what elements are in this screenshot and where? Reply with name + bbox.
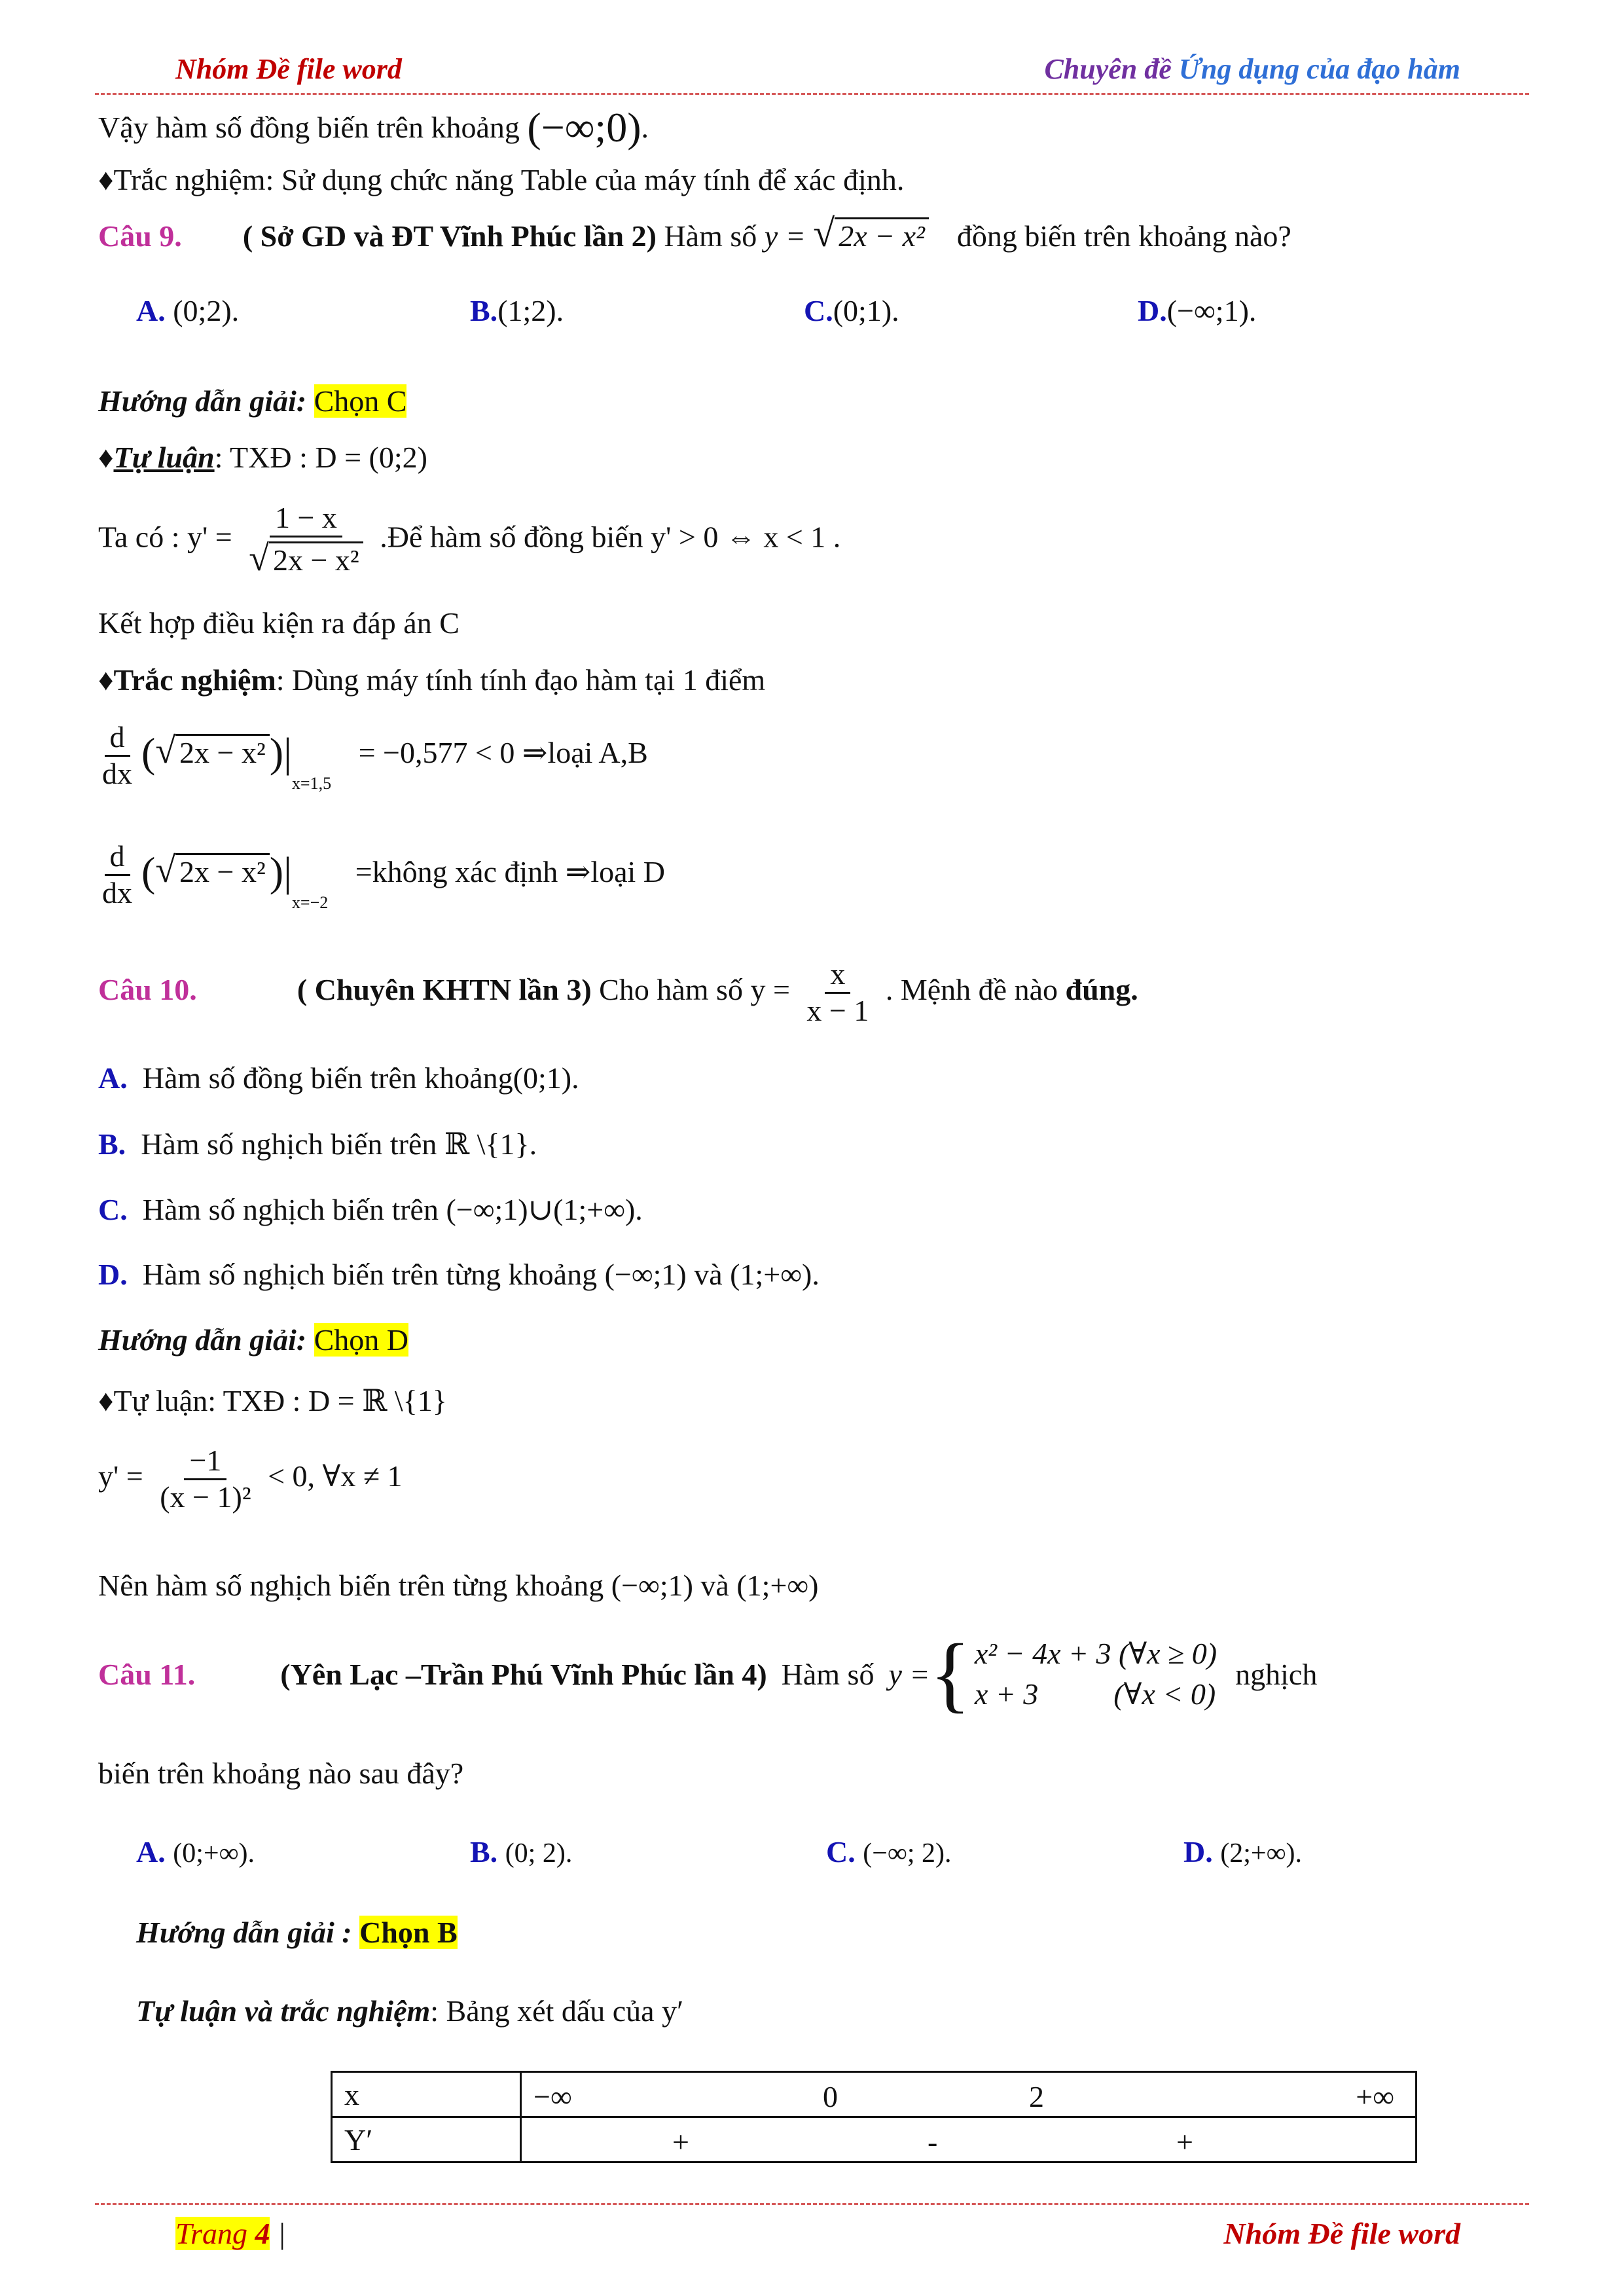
- intro-line1: Vậy hàm số đồng biến trên khoảng (−∞;0).: [98, 104, 649, 151]
- q9-tuluan: ♦Tự luận: TXĐ : D = (0;2): [98, 441, 427, 474]
- q10-derivative-fraction: $\frac{-1}{\text{(x − 1)²}}$: [160, 1444, 251, 1514]
- q11-option-d[interactable]: D. (2;+∞).: [1183, 1835, 1303, 1868]
- q9-calc1: $\frac{d}{dx}$ (√ $2x - x^2)|_{x=1,5} = -0,577 < 0$ ⇒loại A,B: [102, 720, 648, 793]
- header-right: [1044, 52, 1460, 86]
- q10-option-d[interactable]: D. Hàm số nghịch biến trên từng khoảng (−∞;1) và (1;+∞).: [98, 1258, 820, 1291]
- q9-derivative-fraction: $\frac{1 - x}{\text{√ 2x − x²}}$: [245, 501, 367, 579]
- q9-answer: Chọn C: [314, 384, 407, 418]
- footer-page: Trang 4 |: [175, 2217, 286, 2250]
- q10-source: ( Chuyên KHTN lần 3): [297, 972, 592, 1006]
- table-cell: x: [332, 2072, 521, 2117]
- header-right-part1: Chuyên đề: [1044, 53, 1172, 85]
- q9-sqrt: √ 2x − x²: [813, 211, 929, 256]
- q11-piecewise: { x² − 4x + 3 (∀x ≥ 0) x + 3 (∀x < 0): [929, 1627, 1218, 1721]
- table-row: [332, 2117, 1416, 2162]
- header-right-part2: Ứng dụng của đạo hàm: [1178, 53, 1460, 85]
- q11-option-c[interactable]: C. (−∞; 2).: [826, 1835, 952, 1868]
- header-left: Nhóm Đề file word: [175, 53, 402, 85]
- q9-conclusion: Kết hợp điều kiện ra đáp án C: [98, 606, 460, 640]
- header-divider: [95, 93, 1529, 95]
- intro-line2: ♦Trắc nghiệm: Sử dụng chức năng Table của máy tính để xác định.: [98, 163, 905, 196]
- q9-source: ( Sở GD và ĐT Vĩnh Phúc lần 2): [242, 219, 657, 253]
- q9-tracnghiem: ♦Trắc nghiệm: Dùng máy tính tính đạo hàm tại 1 điểm: [98, 663, 766, 697]
- q11-label: Câu 11.: [98, 1657, 196, 1691]
- q9-stem: Câu 9. ( Sở GD và ĐT Vĩnh Phúc lần 2) Hàm số y = √ 2x − x² đồng biến trên khoảng nào?: [98, 211, 1291, 255]
- q9-option-d[interactable]: D.(−∞;1).: [1138, 294, 1257, 327]
- q10-fraction: $\frac{x}{x - 1}$: [806, 957, 869, 1027]
- q11-stem-cont: biến trên khoảng nào sau đây?: [98, 1757, 464, 1790]
- q11-source: (Yên Lạc –Trần Phú Vĩnh Phúc lần 4): [280, 1657, 767, 1691]
- table-cell: Y′: [332, 2117, 521, 2162]
- q10-tuluan: ♦Tự luận: TXĐ : D = ℝ \{1}: [98, 1384, 447, 1417]
- q10-answer: Chọn D: [314, 1323, 408, 1357]
- q10-derivative: y' = $\frac{-1}{\text{(x − 1)²}}$ < 0, ∀x ≠ 1: [98, 1444, 403, 1514]
- table-row: [332, 2072, 1416, 2117]
- footer-divider: [95, 2203, 1529, 2205]
- footer-right: Nhóm Đề file word: [1223, 2217, 1460, 2250]
- q9-label: Câu 9.: [98, 219, 182, 253]
- q9-derivative: Ta có : y' = $\frac{1 - x}{\text{√ 2x − x²}}$ .Để hàm số đồng biến y' > 0 ⇔ x < 1 .: [98, 501, 841, 579]
- q10-option-c[interactable]: C. Hàm số nghịch biến trên (−∞;1)∪(1;+∞).: [98, 1193, 643, 1226]
- q11-tuluan: Tự luận và trắc nghiệm: Bảng xét dấu của y′: [136, 1994, 684, 2028]
- table-cell: −∞ 0 2 +∞: [521, 2072, 1416, 2117]
- q10-stem: Câu 10. ( Chuyên KHTN lần 3) Cho hàm số y = $\frac{x}{x - 1}$ . Mệnh đề nào đúng.: [98, 957, 1138, 1027]
- q10-option-a[interactable]: A. Hàm số đồng biến trên khoảng(0;1).: [98, 1061, 579, 1095]
- q11-option-a[interactable]: A. (0;+∞).: [136, 1835, 255, 1868]
- q9-guide: Hướng dẫn giải: Chọn C: [98, 384, 407, 418]
- q11-guide: Hướng dẫn giải : Chọn B: [136, 1916, 458, 1949]
- q10-guide: Hướng dẫn giải: Chọn D: [98, 1323, 408, 1357]
- q9-calc2: $\frac{d}{dx}$ (√ $2x - x^2)|_{x=-2}$ =không xác định ⇒loại D: [102, 839, 666, 912]
- q11-option-b[interactable]: B. (0; 2).: [470, 1835, 573, 1868]
- q9-option-c[interactable]: C.(0;1).: [804, 294, 899, 327]
- sign-table: [331, 2071, 1417, 2163]
- q10-label: Câu 10.: [98, 972, 197, 1006]
- q11-stem: Câu 11. (Yên Lạc –Trần Phú Vĩnh Phúc lần 4) Hàm số y = { x² − 4x + 3 (∀x ≥ 0) x + 3 (∀x < 0) nghịch: [98, 1627, 1318, 1721]
- q9-option-a[interactable]: A. (0;2).: [136, 294, 240, 327]
- q9-option-b[interactable]: B.(1;2).: [470, 294, 564, 327]
- table-cell: + - +: [521, 2117, 1416, 2162]
- q10-option-b[interactable]: B. Hàm số nghịch biến trên ℝ \{1}.: [98, 1127, 537, 1161]
- q10-conclusion: Nên hàm số nghịch biến trên từng khoảng (−∞;1) và (1;+∞): [98, 1569, 819, 1602]
- q11-answer: Chọn B: [359, 1916, 458, 1949]
